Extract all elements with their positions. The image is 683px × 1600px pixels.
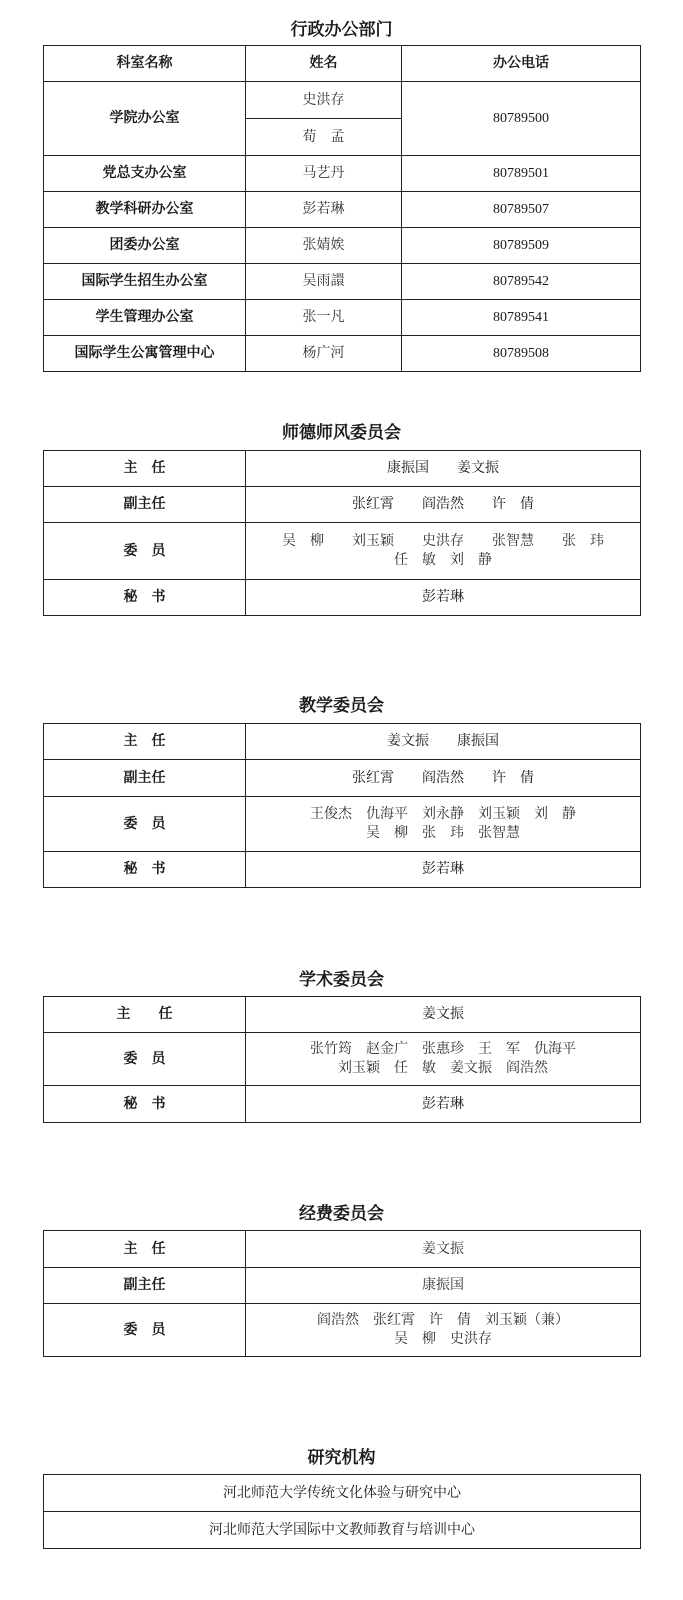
column-header: 科室名称 (44, 46, 246, 82)
table-row (44, 852, 641, 888)
member-names: 姜文振 康振国 (387, 733, 499, 749)
staff-name: 张一凡 (246, 300, 402, 336)
staff-name: 马艺丹 (246, 156, 402, 192)
member-names: 任 敏 刘 静 (394, 552, 492, 568)
table-row (44, 1033, 641, 1086)
member-names: 彭若琳 (422, 861, 464, 877)
teaching-table (43, 723, 641, 888)
research-title: 研究机构 (307, 1448, 376, 1468)
member-names: 张竹筠 赵金广 张惠珍 王 军 仇海平 (310, 1041, 576, 1057)
table-row (44, 580, 641, 616)
dept-name: 国际学生招生办公室 (44, 264, 246, 300)
role-label: 主 任 (44, 1231, 246, 1268)
staff-name: 史洪存 (246, 82, 402, 119)
dept-name: 学生管理办公室 (44, 300, 246, 336)
table-row (44, 1268, 641, 1304)
table-row (44, 760, 641, 797)
dept-name: 教学科研办公室 (44, 192, 246, 228)
staff-name: 张婧娭 (246, 228, 402, 264)
phone-number: 80789507 (402, 192, 641, 228)
member-names: 王俊杰 仇海平 刘永静 刘玉颖 刘 静 (310, 806, 576, 822)
member-names: 刘玉颖 任 敏 姜文振 阎浩然 (338, 1060, 548, 1076)
table-row (44, 336, 641, 372)
role-label: 主 任 (44, 451, 246, 487)
member-names: 吴 柳 张 玮 张智慧 (366, 825, 520, 841)
table-row (44, 1304, 641, 1357)
member-names: 阎浩然 张红霄 许 倩 刘玉颖（兼） (317, 1312, 569, 1328)
member-names: 姜文振 (422, 1240, 464, 1257)
table-row (44, 724, 641, 760)
member-names: 康振国 姜文振 (387, 460, 499, 476)
table-row (44, 300, 641, 336)
academic-title: 学术委员会 (299, 970, 384, 990)
member-names: 彭若琳 (422, 589, 464, 605)
phone-number: 80789541 (402, 300, 641, 336)
role-label: 副主任 (44, 1268, 246, 1304)
ethics-table (43, 450, 641, 616)
role-label: 委 员 (44, 1304, 246, 1357)
staff-name: 吴雨譞 (246, 264, 402, 300)
institute-name: 河北师范大学传统文化体验与研究中心 (44, 1475, 641, 1512)
phone-number: 80789500 (402, 82, 641, 156)
table-row (44, 264, 641, 300)
funding-title: 经费委员会 (299, 1204, 384, 1224)
staff-name: 彭若琳 (246, 192, 402, 228)
role-label: 主 任 (44, 724, 246, 760)
research-table (43, 1474, 641, 1549)
table-row (44, 82, 641, 119)
member-names: 张红霄 阎浩然 许 倩 (352, 496, 534, 512)
admin-table (43, 45, 641, 372)
role-label: 主 任 (44, 997, 246, 1033)
table-row (44, 156, 641, 192)
table-row (44, 192, 641, 228)
dept-name: 国际学生公寓管理中心 (44, 336, 246, 372)
staff-name: 荀 孟 (246, 119, 402, 156)
member-names: 张红霄 阎浩然 许 倩 (352, 769, 534, 786)
table-row (44, 487, 641, 523)
table-row (44, 451, 641, 487)
phone-number: 80789542 (402, 264, 641, 300)
role-label: 秘 书 (44, 852, 246, 888)
role-label: 副主任 (44, 487, 246, 523)
dept-name: 学院办公室 (44, 82, 246, 156)
institute-name: 河北师范大学国际中文教师教育与培训中心 (44, 1512, 641, 1549)
teaching-title: 教学委员会 (299, 696, 384, 716)
table-row (44, 1475, 641, 1512)
table-row (44, 523, 641, 580)
member-names: 吴 柳 史洪存 (394, 1331, 492, 1347)
phone-number: 80789509 (402, 228, 641, 264)
staff-name: 杨广河 (246, 336, 402, 372)
role-label: 委 员 (44, 1033, 246, 1086)
admin-title: 行政办公部门 (290, 20, 393, 40)
member-names: 吴 柳 刘玉颖 史洪存 张智慧 张 玮 (282, 533, 604, 549)
table-header-row (44, 46, 641, 82)
ethics-title: 师德师风委员会 (282, 423, 401, 443)
dept-name: 党总支办公室 (44, 156, 246, 192)
role-label: 秘 书 (44, 580, 246, 616)
column-header: 办公电话 (402, 46, 641, 82)
academic-table (43, 996, 641, 1123)
table-row (44, 1512, 641, 1549)
funding-table (43, 1230, 641, 1357)
role-label: 秘 书 (44, 1086, 246, 1123)
column-header: 姓名 (246, 46, 402, 82)
role-label: 委 员 (44, 523, 246, 580)
table-row (44, 1231, 641, 1268)
dept-name: 团委办公室 (44, 228, 246, 264)
table-row (44, 797, 641, 852)
member-names: 康振国 (422, 1277, 464, 1293)
member-names: 姜文振 (422, 1006, 464, 1022)
table-row (44, 1086, 641, 1123)
role-label: 委 员 (44, 797, 246, 852)
table-row (44, 228, 641, 264)
member-names: 彭若琳 (422, 1095, 464, 1112)
phone-number: 80789501 (402, 156, 641, 192)
phone-number: 80789508 (402, 336, 641, 372)
role-label: 副主任 (44, 760, 246, 797)
table-row (44, 997, 641, 1033)
